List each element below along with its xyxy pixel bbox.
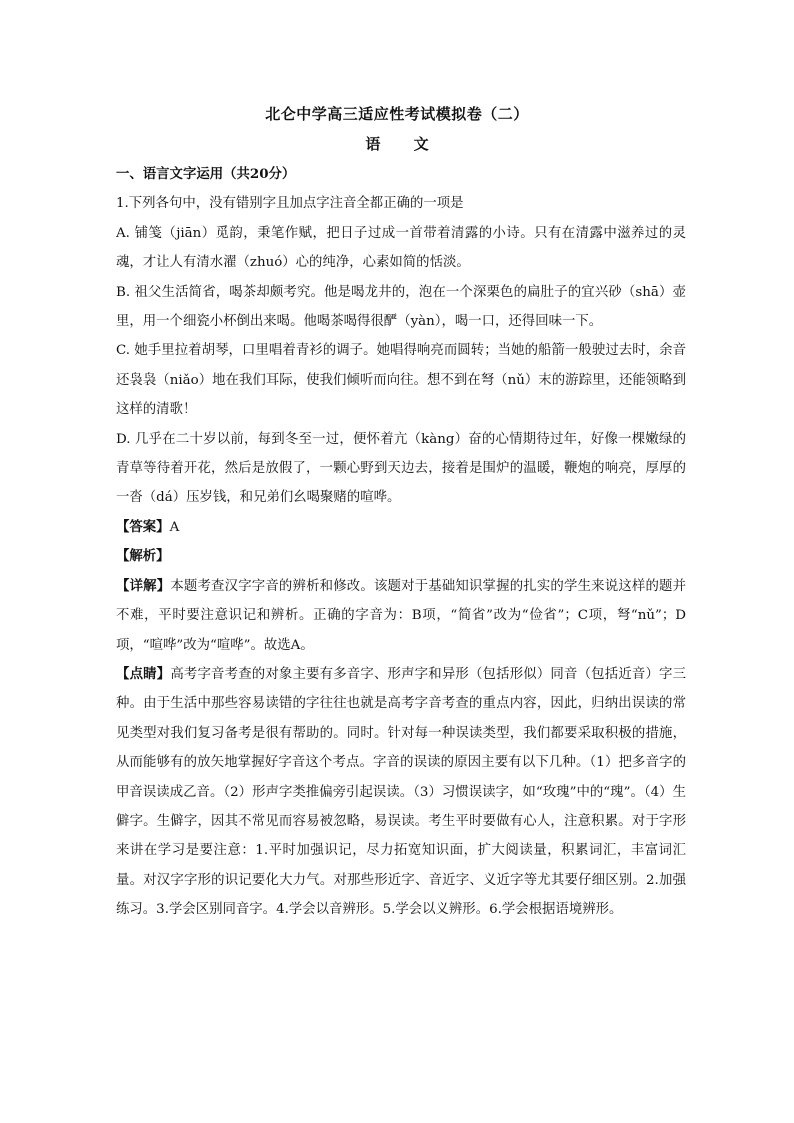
question-stem: 1.下列各句中，没有错别字且加点字注音全都正确的一项是	[116, 196, 464, 212]
analysis-label: 【解析】	[116, 548, 170, 565]
exam-title: 北仑中学高三适应性考试模拟卷（二）	[265, 105, 529, 123]
tip-label: 【点睛】	[116, 665, 171, 682]
tip-text: 高考字音考查的对象主要有多音字、形声字和异形（包括形似）同音（包括近音）字三种。由于生活中那些容易读错的字往往也就是高考字音考查的重点内容，因此，归纳出误读的常见类型对我们复习备考是很有帮助的。同时。针对每一种误读类型，我们都要采取积极的措施，从而能够有的放矢地掌握好字音这个考点。字音的误读的原因主要有以下几种。（1）把多音字的甲音误读成乙音。（2）形声字类推偏旁引起误读。（3）习惯误读字，如“玫瑰”中的“瑰”。（4）生僻字。生僻字，因其不常见而容易被忽略，易误读。考生平时要做有心人，注意积累。对于字形来讲在学习是要注意：1.平时加强识记，尽力拓宽知识面，扩大阅读量，积累词汇，丰富词汇量。对汉字字形的识记要化大力气。对那些形近字、音近字、义近字等尤其要仔细区别。2.加强练习。3.学会区别同音字。4.学会以音辨形。5.学会以义辨形。6.学会根据语境辨形。	[116, 666, 687, 918]
answer-line	[116, 513, 686, 542]
option-d: D. 几乎在二十岁以前，每到冬至一过，便怀着亢（kàng）奋的心情期待过年，好像一棵嫩绿的青草等待着开花，然后是放假了，一颗心野到天边去，接着是围炉的温暖，鞭炮的响亮，厚厚的一沓（dá）压岁钱，和兄弟们幺喝聚赌的喧哗。	[116, 431, 686, 506]
detail-label: 【详解】	[116, 577, 171, 594]
tip-paragraph	[116, 660, 686, 925]
answer-value: A	[169, 519, 180, 535]
option-c: C. 她手里拉着胡琴，口里唱着青衫的调子。她唱得响亮而圆转；当她的船箭一般驶过去时，余音还袅袅（niǎo）地在我们耳际，使我们倾听而向往。想不到在弩（nǔ）末的游踪里，还能领略到这样的清歌！	[116, 343, 686, 418]
analysis-line	[116, 542, 686, 571]
option-a: A. 铺笺（jiān）觅韵，秉笔作赋，把日子过成一首带着清露的小诗。只有在清露中滋养过的灵魂，才让人有清水濯（zhuó）心的纯净，心素如简的恬淡。	[116, 225, 686, 271]
answer-label: 【答案】	[116, 518, 170, 535]
document-body	[116, 160, 686, 925]
detail-paragraph	[116, 572, 686, 660]
subject-title: 语 文	[365, 135, 443, 153]
detail-text: 本题考查汉字字音的辨析和修改。该题对于基础知识掌握的扎实的学生来说这样的题并不难，平时要注意识记和辨析。正确的字音为：B项，“简省”改为“俭省”；C项，弩“nǔ”；D项，“喧哗”改为“喧哗”。故选A。	[116, 578, 687, 653]
section-heading: 一、语言文字运用（共20分）	[116, 166, 296, 182]
option-b: B. 祖父生活简省，喝茶却颇考究。他是喝龙井的，泡在一个深栗色的扁肚子的宜兴砂（shā）壶里，用一个细瓷小杯倒出来喝。他喝茶喝得很酽（yàn），喝一口，还得回味一下。	[116, 284, 686, 330]
